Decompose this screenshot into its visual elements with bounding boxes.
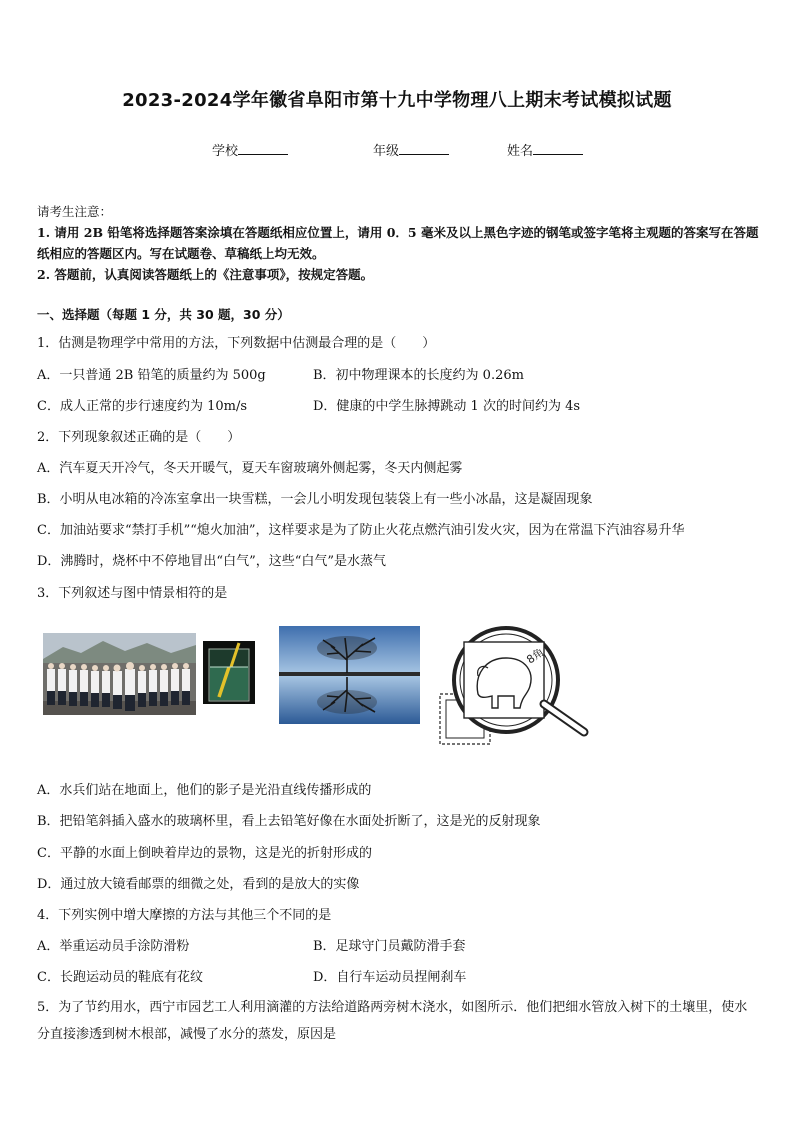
q1-stem: 1．估测是物理学中常用的方法，下列数据中估测最合理的是（ ） <box>37 336 436 351</box>
notice-item-1: 1. 请用 2B 铅笔将选择题答案涂填在答题纸相应位置上，请用 0．5 毫米及以上黑色字迹的钢笔或签字笔将主观题的答案写在答题纸相应的答题区内。写在试题卷、草稿纸上均无效。 <box>37 225 759 261</box>
name-field <box>507 140 583 159</box>
q1-option-a: A．一只普通 2B 铅笔的质量约为 500g <box>37 368 266 383</box>
q3-option-c: C．平静的水面上倒映着岸边的景物，这是光的折射形成的 <box>37 846 372 861</box>
notice-heading: 请考生注意： <box>37 204 113 219</box>
q3-stem: 3．下列叙述与图中情景相符的是 <box>37 586 228 601</box>
school-label: 学校 <box>212 144 239 159</box>
pencil-in-glass-photo <box>203 641 255 704</box>
q4-option-c: C．长跑运动员的鞋底有花纹 <box>37 970 203 985</box>
q3-option-a: A．水兵们站在地面上，他们的影子是光沿直线传播形成的 <box>37 783 372 798</box>
q2-option-a: A．汽车夏天开冷气，冬天开暖气，夏天车窗玻璃外侧起雾，冬天内侧起雾 <box>37 461 463 476</box>
name-label: 姓名 <box>507 144 534 159</box>
tree-reflection-photo <box>279 626 420 724</box>
q1-option-c: C．成人正常的步行速度约为 10m/s <box>37 399 247 414</box>
q4-option-d: D．自行车运动员捏闸刹车 <box>313 970 467 985</box>
school-field <box>212 140 288 159</box>
section-heading-choice: 一、选择题（每题 1 分，共 30 题，30 分） <box>37 307 290 322</box>
q2-option-c: C．加油站要求“禁打手机”“熄火加油”，这样要求是为了防止火花点燃汽油引发火灾，因为在常温下汽油容易升华 <box>37 523 685 538</box>
magnifier-stamp-drawing <box>434 624 592 750</box>
q1-option-b: B．初中物理课本的长度约为 0.26m <box>313 368 524 383</box>
q4-stem: 4．下列实例中增大摩擦的方法与其他三个不同的是 <box>37 908 332 923</box>
school-blank <box>238 142 288 155</box>
page-title: 2023-2024学年徽省阜阳市第十九中学物理八上期末考试模拟试题 <box>122 90 672 111</box>
grade-field <box>373 140 449 159</box>
notice-block <box>37 201 761 285</box>
sailors-photo <box>43 633 196 715</box>
notice-item-2: 2. 答题前，认真阅读答题纸上的《注意事项》，按规定答题。 <box>37 267 374 282</box>
q2-stem: 2．下列现象叙述正确的是（ ） <box>37 430 241 445</box>
q3-option-b: B．把铅笔斜插入盛水的玻璃杯里，看上去铅笔好像在水面处折断了，这是光的反射现象 <box>37 814 541 829</box>
q2-option-b: B．小明从电冰箱的冷冻室拿出一块雪糕，一会儿小明发现包装袋上有一些小冰晶，这是凝固现象 <box>37 492 593 507</box>
grade-label: 年级 <box>373 144 400 159</box>
name-blank <box>533 142 583 155</box>
q1-option-d: D．健康的中学生脉搏跳动 1 次的时间约为 4s <box>313 399 581 414</box>
q4-option-b: B．足球守门员戴防滑手套 <box>313 939 466 954</box>
q4-option-a: A．举重运动员手涂防滑粉 <box>37 939 190 954</box>
q2-option-d: D．沸腾时，烧杯中不停地冒出“白气”，这些“白气”是水蒸气 <box>37 554 387 569</box>
q3-option-d: D．通过放大镜看邮票的细微之处，看到的是放大的实像 <box>37 877 360 892</box>
stamp-value-text: 8角 <box>524 645 547 667</box>
q5-stem: 5．为了节约用水，西宁市园艺工人利用滴灌的方法给道路两旁树木浇水，如图所示．他们把细水管放入树下的土壤里，使水分直接渗透到树木根部，减慢了水分的蒸发，原因是 <box>37 1000 748 1042</box>
grade-blank <box>399 142 449 155</box>
